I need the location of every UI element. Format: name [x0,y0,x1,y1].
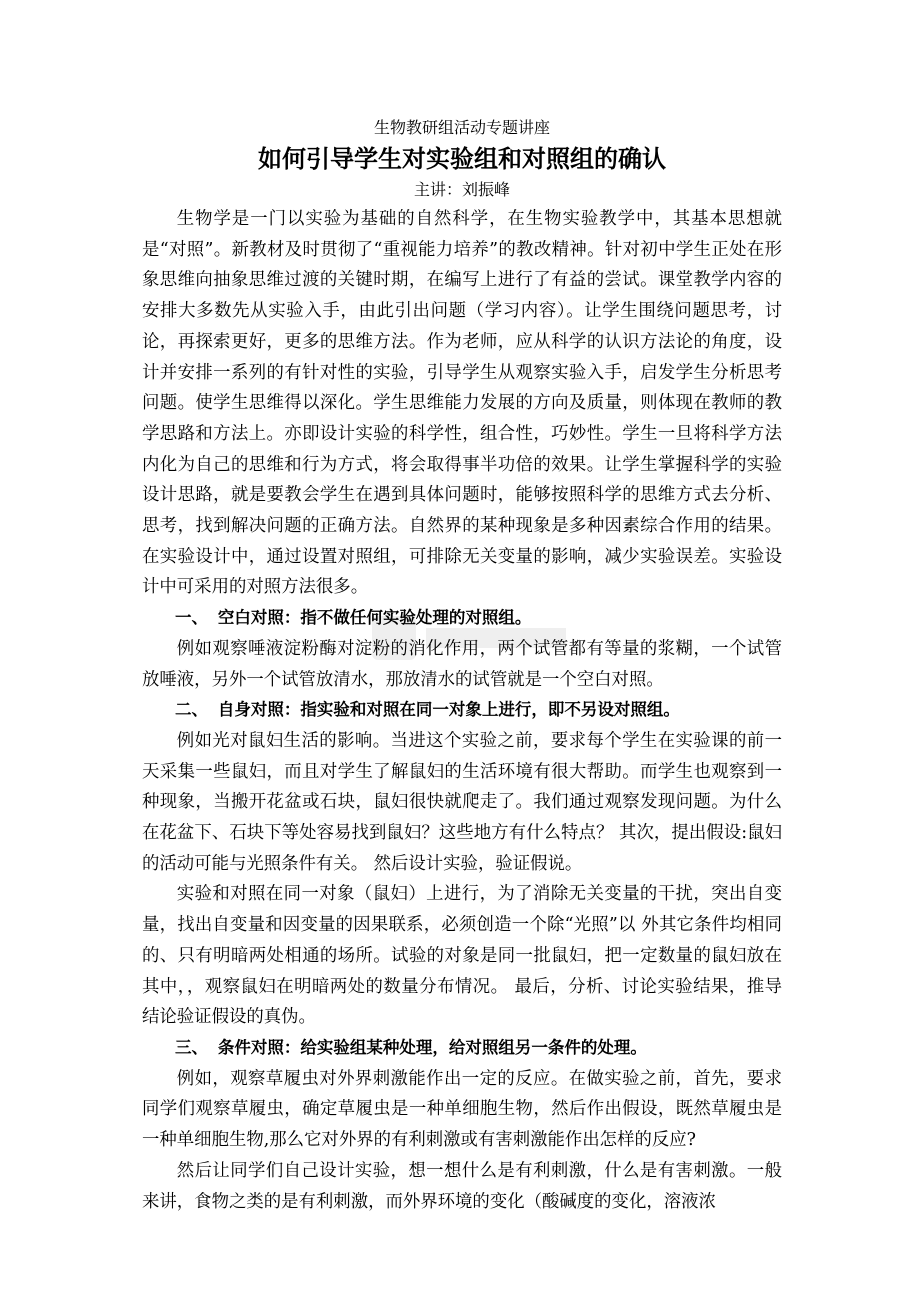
section-heading-text-1: 空白对照：指不做任何实验处理的对照组。 [217,608,532,628]
section-number-1: 一、 [175,608,208,628]
section-heading-text-3: 条件对照：给实验组某种处理，给对照组另一条件的处理。 [217,1037,647,1057]
intro-paragraph: 生物学是一门以实验为基础的自然科学，在生物实验教学中，其基本思想就是“对照”。新教材及时贯彻了“重视能力培养”的教改精神。针对初中学生正处在形象思维向抽象思维过渡的关键时期，在编写上进行了有益的尝试。课堂教学内容的安排大多数先从实验入手，由此引出问题（学习内容）。让学生围绕问题思考，讨论，再探索更好，更多的思维方法。作为老师，应从科学的认识方法论的角度，设计并安排一系列的有针对性的实验，引导学生从观察实验入手，启发学生分析思考问题。使学生思维得以深化。学生思维能力发展的方向及质量，则体现在教师的教学思路和方法上。亦即设计实验的科学性，组合性，巧妙性。学生一旦将科学方法内化为自己的思维和行为方式，将会取得事半功倍的效果。让学生掌握科学的实验设计思路，就是要教会学生在遇到具体问题时，能够按照科学的思维方式去分析、思考，找到解决问题的正确方法。自然界的某种现象是多种因素综合作用的结果。在实验设计中，通过设置对照组，可排除无关变量的影响，减少实验误差。实验设计中可采用的对照方法很多。 [142,209,782,598]
section-3-paragraph-2: 然后让同学们自己设计实验，想一想什么是有利刺激，什么是有害刺激。一般来讲，食物之类的是有利刺激，而外界环境的变化（酸碱度的变化，溶液浓 [142,1160,782,1212]
speaker-line: 主讲：刘振峰 [413,180,510,199]
section-heading-3 [142,1033,782,1064]
section-heading-1 [142,603,782,634]
section-number-3: 三、 [175,1037,208,1057]
section-3-paragraph-1: 例如，观察草履虫对外界刺激能作出一定的反应。在做实验之前，首先，要求同学们观察草履虫，确定草履虫是一种单细胞生物，然后作出假设，既然草履虫是一种单细胞生物,那么它对外界的有利刺激或有害刺激能作出怎样的反应? [142,1068,782,1151]
section-heading-2 [142,695,782,726]
section-1-paragraph-1: 例如观察唾液淀粉酶对淀粉的消化作用，两个试管都有等量的浆糊，一个试管放唾液，另外一个试管放清水，那放清水的试管就是一个空白对照。 [142,638,782,690]
document-subtitle: 生物教研组活动专题讲座 [373,118,550,137]
document-page [142,114,782,1217]
document-title: 如何引导学生对实验组和对照组的确认 [258,145,666,173]
section-heading-text-2: 自身对照：指实验和对照在同一对象上进行，即不另设对照组。 [217,700,680,720]
section-number-2: 二、 [175,700,208,720]
section-2-paragraph-1: 例如光对鼠妇生活的影响。当进这个实验之前，要求每个学生在实验课的前一天采集一些鼠妇，而且对学生了解鼠妇的生活环境有很大帮助。而学生也观察到一种现象，当搬开花盆或石块，鼠妇很快就爬走了。我们通过观察发现问题。为什么在花盆下、石块下等处容易找到鼠妇？这些地方有什么特点？ 其次，提出假设:鼠妇的活动可能与光照条件有关。 然后设计实验，验证假说。 [142,730,782,874]
section-2-paragraph-2: 实验和对照在同一对象（鼠妇）上进行，为了消除无关变量的干扰，突出自变量，找出自变量和因变量的因果联系，必须创造一个除“光照”以 外其它条件均相同的、只有明暗两处相通的场所。试验的对象是同一批鼠妇，把一定数量的鼠妇放在其中，，观察鼠妇在明暗两处的数量分布情况。 最后，分析、讨论实验结果，推导结论验证假设的真伪。 [142,884,782,1028]
